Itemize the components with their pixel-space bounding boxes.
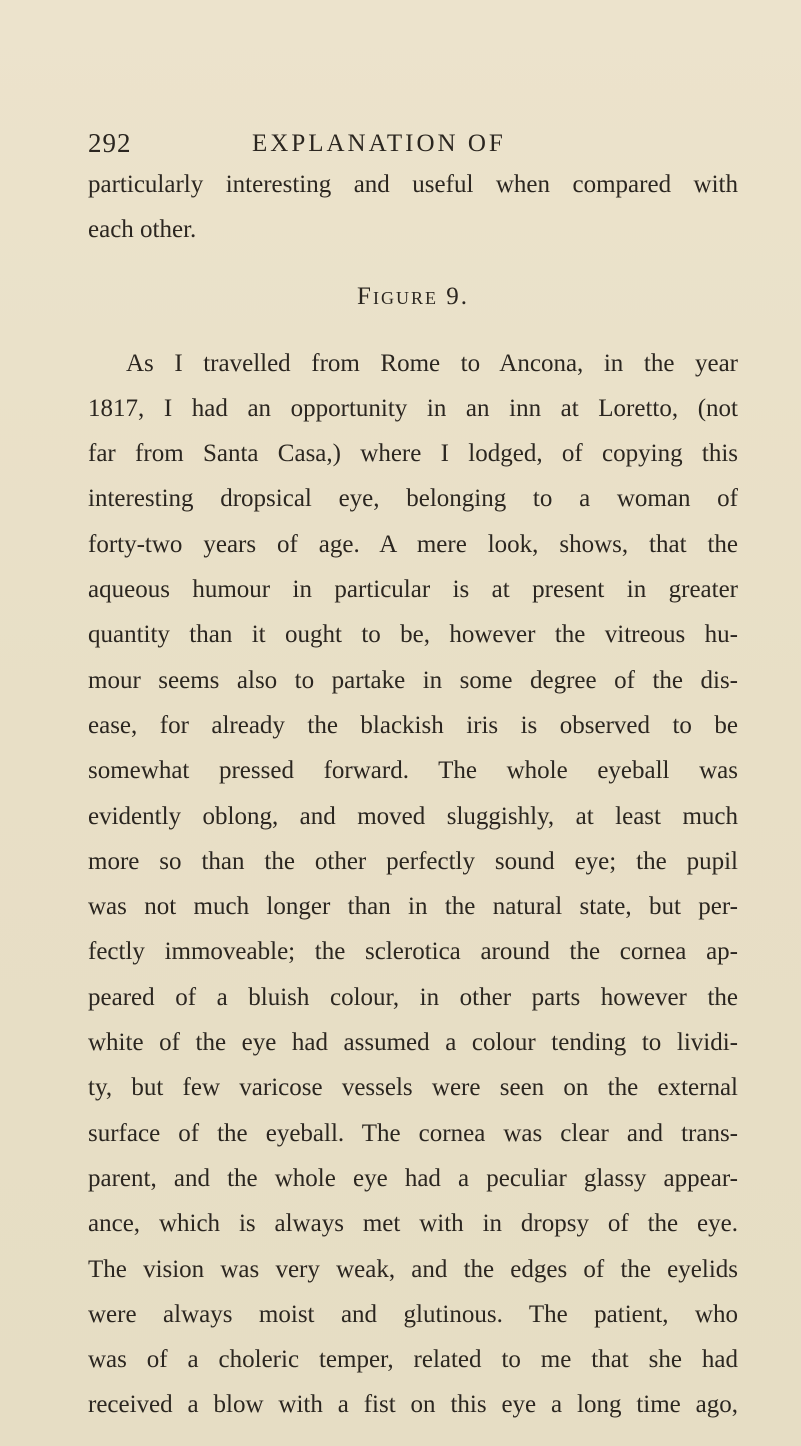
text-line: forty-two years of age. A mere look, shows, that the: [88, 530, 738, 558]
page-header: [88, 128, 713, 162]
text-line: far from Santa Casa,) where I lodged, of copying this: [88, 440, 738, 468]
text-line: 1817, I had an opportunity in an inn at Loretto, (not: [88, 394, 738, 422]
text-line: received a blow with a fist on this eye a long time ago,: [88, 1391, 738, 1419]
text-line: ease, for already the blackish iris is observed to be: [88, 711, 738, 739]
text-line: ance, which is always met with in dropsy of the eye.: [88, 1210, 738, 1238]
text-line: surface of the eyeball. The cornea was clear and trans-: [88, 1119, 738, 1147]
text-line: peared of a bluish colour, in other parts however the: [88, 983, 738, 1011]
paragraph-2: [88, 341, 738, 1428]
text-line: white of the eye had assumed a colour tending to lividi-: [88, 1029, 738, 1057]
text-line: As I travelled from Rome to Ancona, in the year: [126, 349, 738, 377]
text-line: somewhat pressed forward. The whole eyeball was: [88, 757, 738, 785]
figure-heading: Figure 9.: [357, 282, 469, 310]
text-line: particularly interesting and useful when compared with: [88, 171, 738, 198]
text-line: evidently oblong, and moved sluggishly, at least much: [88, 802, 738, 830]
page-number: 292: [88, 128, 132, 158]
text-line: fectly immoveable; the sclerotica around the cornea ap-: [88, 938, 738, 966]
text-line: parent, and the whole eye had a peculiar glassy appear-: [88, 1164, 738, 1192]
text-line: each other.: [88, 216, 197, 244]
text-line: were always moist and glutinous. The patient, who: [88, 1300, 738, 1328]
running-head: EXPLANATION OF: [252, 130, 506, 157]
paragraph-1: [88, 162, 738, 253]
text-line: aqueous humour in particular is at present in greater: [88, 576, 738, 604]
text-line: more so than the other perfectly sound eye; the pupil: [88, 847, 738, 875]
text-line: quantity than it ought to be, however the vitreous hu-: [88, 621, 738, 649]
text-line: was of a choleric temper, related to me that she had: [88, 1346, 738, 1374]
body-text: [88, 162, 738, 1428]
text-line: interesting dropsical eye, belonging to a woman of: [88, 485, 738, 513]
text-line: was not much longer than in the natural state, but per-: [88, 893, 738, 921]
text-line: The vision was very weak, and the edges of the eyelids: [88, 1255, 738, 1283]
text-line: ty, but few varicose vessels were seen on the external: [88, 1074, 738, 1102]
text-line: mour seems also to partake in some degree of the dis-: [88, 666, 738, 694]
